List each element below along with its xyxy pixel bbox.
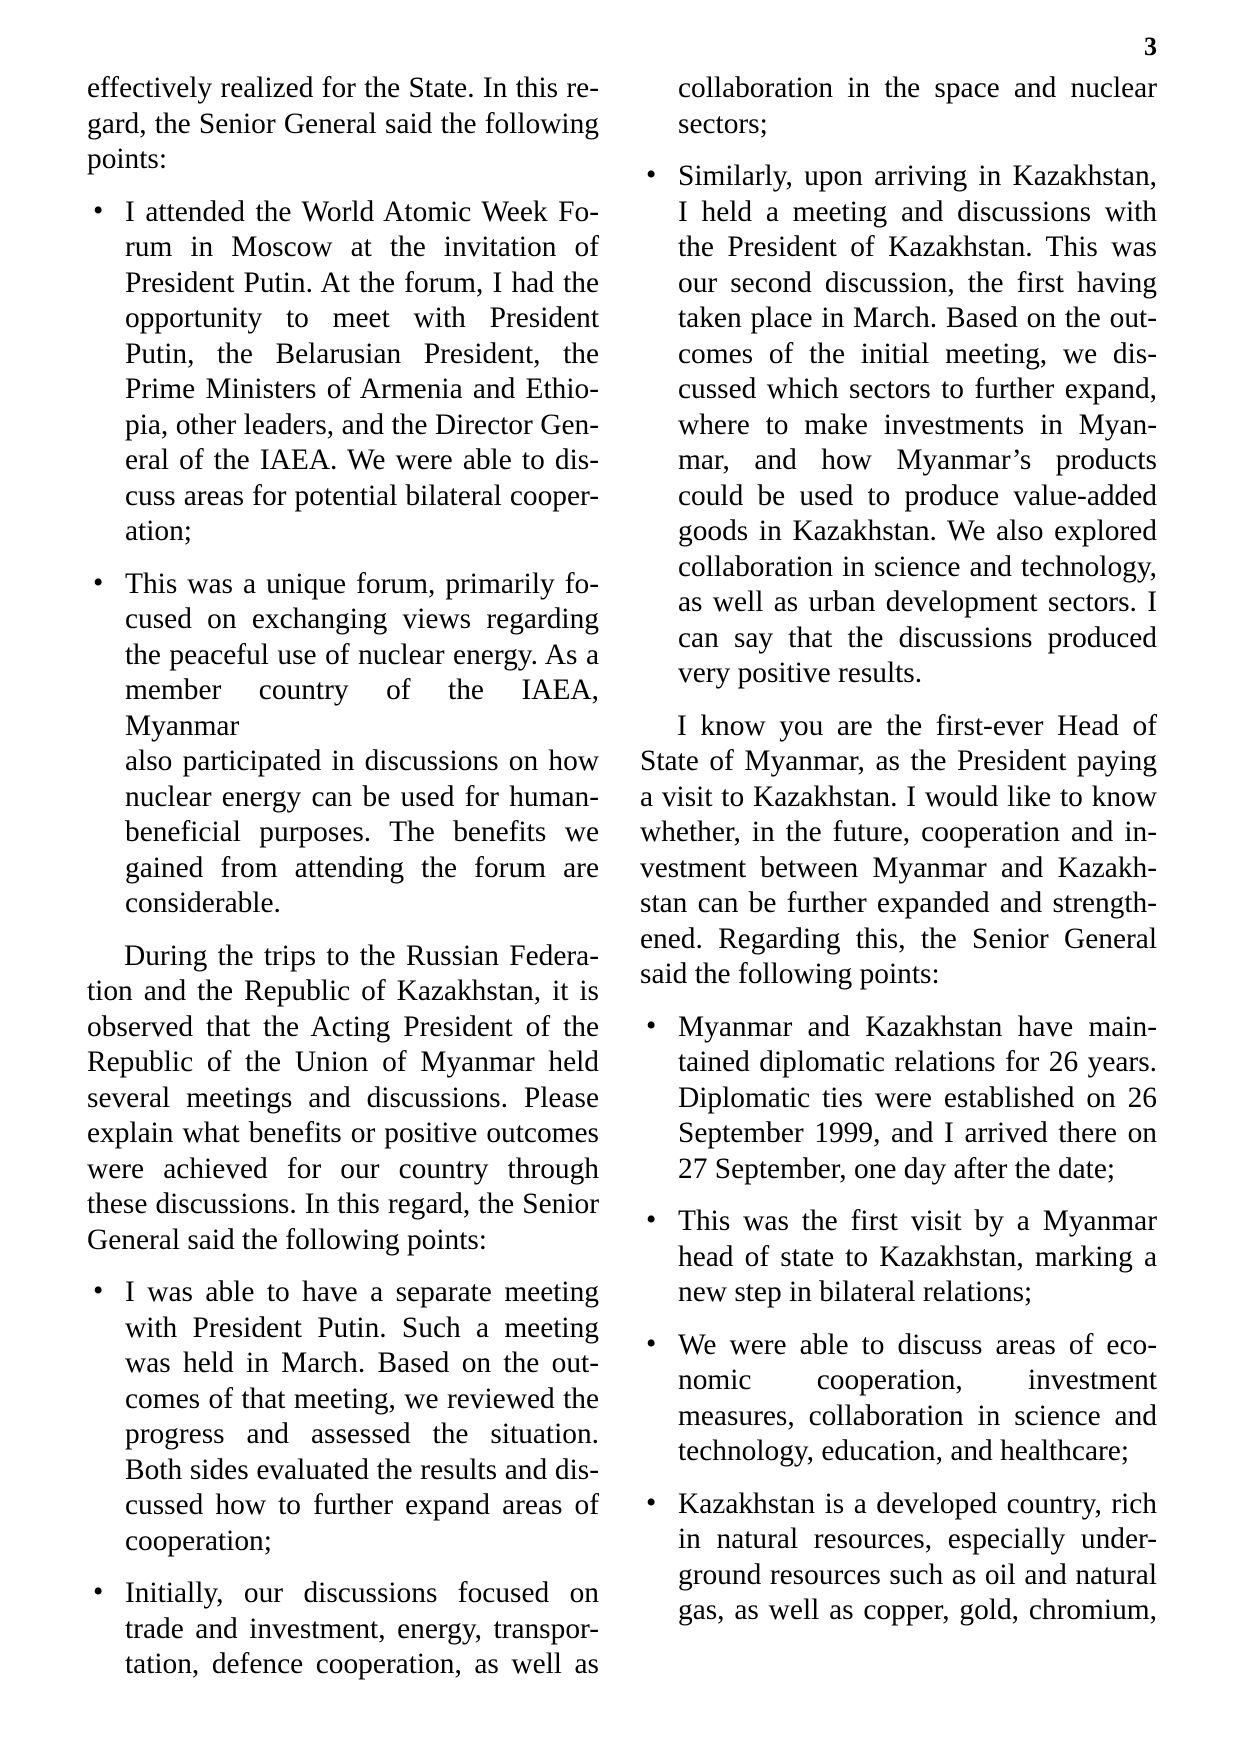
text-line: taken place in March. Based on the out-	[678, 302, 1157, 334]
text-line: This was the first visit by a Myanmar	[678, 1205, 1157, 1237]
text-line: nomic cooperation, investment	[678, 1364, 1157, 1396]
text-line: comes of the initial meeting, we dis-	[678, 337, 1157, 370]
bullet-item	[640, 1010, 1157, 1188]
text-line: our second discussion, the first having	[678, 266, 1157, 299]
text-line: whether, in the future, cooperation and in-	[640, 816, 1157, 848]
text-line: with President Putin. Such a meeting	[125, 1311, 599, 1344]
text-line: also participated in discussions on how	[125, 745, 599, 777]
text-line: sectors;	[678, 107, 768, 140]
text-line: stan can be further expanded and strength-	[640, 887, 1157, 919]
text-line: We were able to discuss areas of eco-	[678, 1328, 1157, 1361]
text-line: comes of that meeting, we reviewed the	[125, 1382, 599, 1415]
text-line: President Putin. At the forum, I had the	[125, 266, 599, 299]
text-line: ation;	[125, 515, 192, 547]
text-line: explain what benefits or positive outcomes	[87, 1117, 599, 1149]
text-line: Initially, our discussions focused on	[125, 1577, 599, 1609]
text-line: vestment between Myanmar and Kazakh-	[640, 851, 1157, 884]
text-line: tation, defence cooperation, as well as	[125, 1648, 599, 1680]
page-number: 3	[1144, 32, 1157, 61]
bullet-icon: •	[93, 1275, 104, 1307]
bullet-icon: •	[93, 194, 104, 227]
text-line: Diplomatic ties were established on 26	[678, 1081, 1157, 1114]
text-line: said the following points:	[640, 958, 940, 990]
text-line: technology, education, and healthcare;	[678, 1435, 1130, 1467]
text-line: Myanmar and Kazakhstan have main-	[678, 1010, 1157, 1043]
bullet-item	[640, 1487, 1157, 1629]
text-line: cuss areas for potential bilateral cooper-	[125, 479, 599, 512]
text-line: the President of Kazakhstan. This was	[678, 231, 1157, 263]
text-line: ground resources such as oil and natural	[678, 1558, 1157, 1591]
text-line: can say that the discussions produced	[678, 621, 1157, 654]
text-line: as well as urban development sectors. I	[678, 586, 1157, 618]
text-line: This was a unique forum, primarily fo-	[125, 567, 599, 600]
text-line: State of Myanmar, as the President paying	[640, 745, 1157, 777]
text-line: General said the following points:	[87, 1223, 487, 1256]
bullet-item	[640, 159, 1157, 692]
text-line: September 1999, and I arrived there on	[678, 1117, 1157, 1149]
text-column-left	[87, 71, 599, 1683]
text-line: cussed which sectors to further expand,	[678, 373, 1157, 405]
text-line: 27 September, one day after the date;	[678, 1152, 1116, 1185]
text-line: Prime Ministers of Armenia and Ethio-	[125, 373, 599, 405]
bullet-item	[640, 1204, 1157, 1311]
text-line: goods in Kazakhstan. We also explored	[678, 515, 1157, 547]
bullet-item	[640, 71, 1157, 142]
bullet-icon: •	[93, 566, 104, 599]
text-line: beneficial purposes. The benefits we	[125, 816, 599, 848]
text-line: cused on exchanging views regarding	[125, 603, 599, 635]
text-line: gained from attending the forum are	[125, 851, 599, 884]
text-line: points:	[87, 143, 168, 175]
bullet-icon: •	[646, 1204, 657, 1236]
text-line: Putin, the Belarusian President, the	[125, 337, 599, 370]
paragraph	[87, 939, 599, 1259]
bullet-item	[87, 195, 599, 550]
text-line: I attended the World Atomic Week Fo-	[125, 195, 599, 228]
text-line: I held a meeting and discussions with	[678, 195, 1157, 228]
text-line: effectively realized for the State. In this re-	[87, 72, 599, 104]
bullet-icon: •	[646, 1486, 657, 1519]
text-line: I was able to have a separate meeting	[125, 1276, 599, 1308]
bullet-item	[640, 1328, 1157, 1470]
text-line: where to make investments in Myan-	[678, 408, 1157, 441]
text-line: cooperation;	[125, 1524, 272, 1557]
text-line: trade and investment, energy, transpor-	[125, 1612, 599, 1645]
text-line: tained diplomatic relations for 26 years.	[678, 1046, 1157, 1078]
bullet-item	[87, 1576, 599, 1683]
text-line: measures, collaboration in science and	[678, 1399, 1157, 1432]
text-line: a visit to Kazakhstan. I would like to know	[640, 780, 1157, 813]
text-line: cussed how to further expand areas of	[125, 1489, 599, 1521]
text-line: nuclear energy can be used for human-	[125, 780, 599, 813]
text-line: rum in Moscow at the invitation of	[125, 231, 599, 263]
text-line: new step in bilateral relations;	[678, 1276, 1033, 1308]
text-line: pia, other leaders, and the Director Gen-	[125, 408, 599, 441]
text-line: observed that the Acting President of the	[87, 1010, 599, 1043]
text-line: the peaceful use of nuclear energy. As a	[125, 638, 599, 671]
text-line: in natural resources, especially under-	[678, 1523, 1157, 1555]
bullet-icon: •	[93, 1576, 104, 1608]
text-line: gard, the Senior General said the following	[87, 107, 599, 140]
text-line: were achieved for our country through	[87, 1152, 599, 1185]
text-line: very positive results.	[678, 657, 923, 689]
text-line: collaboration in the space and nuclear	[678, 72, 1157, 104]
text-line: ened. Regarding this, the Senior General	[640, 922, 1157, 955]
text-line: mar, and how Myanmar’s products	[678, 444, 1157, 476]
bullet-item	[87, 567, 599, 922]
text-line: Similarly, upon arriving in Kazakhstan,	[678, 160, 1157, 192]
text-line: progress and assessed the situation.	[125, 1418, 599, 1450]
text-line: several meetings and discussions. Please	[87, 1081, 599, 1114]
text-line: Kazakhstan is a developed country, rich	[678, 1487, 1157, 1520]
text-column-right	[640, 71, 1157, 1683]
text-line: tion and the Republic of Kazakhstan, it is	[87, 975, 599, 1007]
bullet-icon: •	[646, 1327, 657, 1360]
text-line: these discussions. In this regard, the Senior	[87, 1188, 599, 1220]
text-line: Republic of the Union of Myanmar held	[87, 1046, 599, 1078]
text-line: collaboration in science and technology,	[678, 550, 1157, 583]
bullet-item	[87, 1275, 599, 1559]
bullet-icon: •	[646, 1009, 657, 1042]
text-line: was held in March. Based on the out-	[125, 1347, 599, 1379]
text-line: During the trips to the Russian Federa-	[124, 939, 599, 972]
text-columns	[87, 71, 1157, 1683]
text-line: gas, as well as copper, gold, chromium,	[678, 1594, 1157, 1626]
text-line: eral of the IAEA. We were able to dis-	[125, 444, 599, 476]
text-line: could be used to produce value-added	[678, 479, 1157, 512]
text-line: opportunity to meet with President	[125, 302, 599, 334]
paragraph	[87, 71, 599, 178]
text-line: head of state to Kazakhstan, marking a	[678, 1240, 1157, 1273]
paragraph	[640, 709, 1157, 993]
text-line: Both sides evaluated the results and dis-	[125, 1453, 599, 1486]
text-line: member country of the IAEA, Myanmar	[125, 674, 599, 742]
text-line: I know you are the first-ever Head of	[677, 709, 1157, 742]
bullet-icon: •	[646, 159, 657, 191]
text-line: considerable.	[125, 887, 281, 919]
